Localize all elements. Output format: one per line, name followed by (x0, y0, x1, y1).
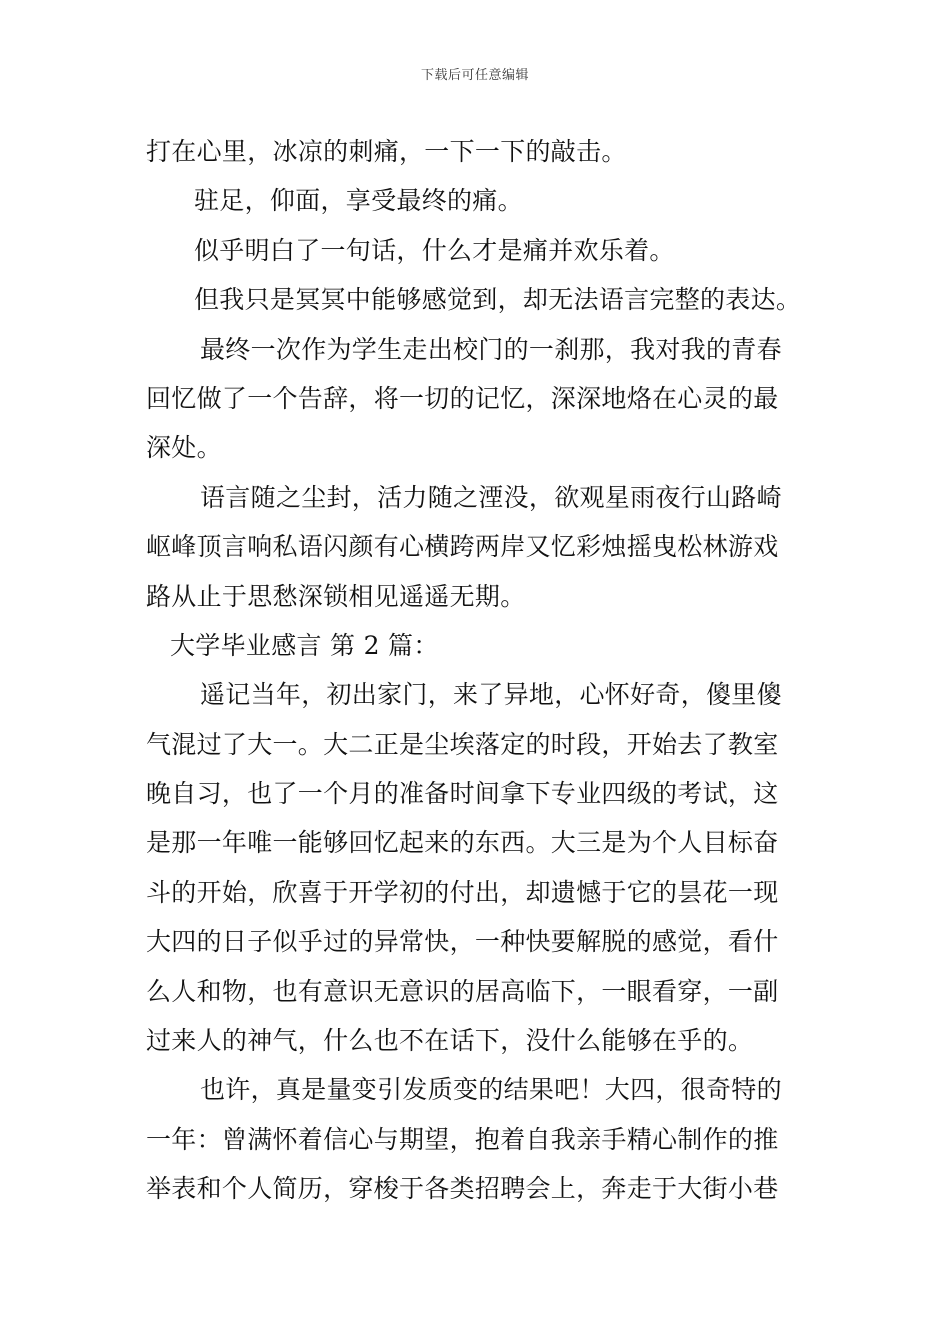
text-line: 最终一次作为学生走出校门的一刹那，我对我的青春 (200, 334, 782, 364)
text-line: 回忆做了一个告辞，将一切的记忆，深深地烙在心灵的最 (146, 383, 779, 413)
text-line: 路从止于思愁深锁相见遥遥无期。 (146, 581, 526, 611)
text-line: 遥记当年，初出家门，来了异地，心怀好奇，傻里傻 (200, 680, 782, 710)
text-line: 深处。 (146, 433, 222, 463)
text-line: 么人和物，也有意识无意识的居高临下，一眼看穿，一副 (146, 976, 779, 1006)
text-line: 是那一年唯一能够回忆起来的东西。大三是为个人目标奋 (146, 828, 779, 858)
text-line: 举表和个人简历，穿梭于各类招聘会上，奔走于大街小巷 (146, 1174, 779, 1204)
text-line: 斗的开始，欣喜于开学初的付出，却遗憾于它的昙花一现 (146, 877, 779, 907)
text-line: 似乎明白了一句话，什么才是痛并欢乐着。 (194, 235, 675, 265)
section-heading: 大学毕业感言 第 2 篇： (170, 630, 439, 660)
text-line: 一年：曾满怀着信心与期望，抱着自我亲手精心制作的推 (146, 1124, 779, 1154)
page-header: 下载后可任意编辑 (420, 68, 529, 83)
text-line: 过来人的神气，什么也不在话下，没什么能够在乎的。 (146, 1026, 754, 1056)
text-line: 语言随之尘封，活力随之湮没，欲观星雨夜行山路崎 (200, 482, 782, 512)
text-line: 气混过了大一。大二正是尘埃落定的时段，开始去了教室 (146, 729, 779, 759)
text-line: 也许，真是量变引发质变的结果吧！大四，很奇特的 (200, 1075, 782, 1105)
text-line: 大四的日子似乎过的异常快，一种快要解脱的感觉，看什 (146, 927, 779, 957)
text-line: 晚自习，也了一个月的准备时间拿下专业四级的考试，这 (146, 779, 779, 809)
text-line: 打在心里，冰凉的刺痛，一下一下的敲击。 (146, 137, 627, 166)
document-body (146, 127, 806, 1214)
text-line: 但我只是冥冥中能够感觉到，却无法语言完整的表达。 (194, 285, 802, 315)
text-line: 驻足，仰面，享受最终的痛。 (194, 186, 523, 216)
text-line: 岖峰顶言响私语闪颜有心横跨两岸又忆彩烛摇曳松林游戏 (146, 532, 779, 562)
